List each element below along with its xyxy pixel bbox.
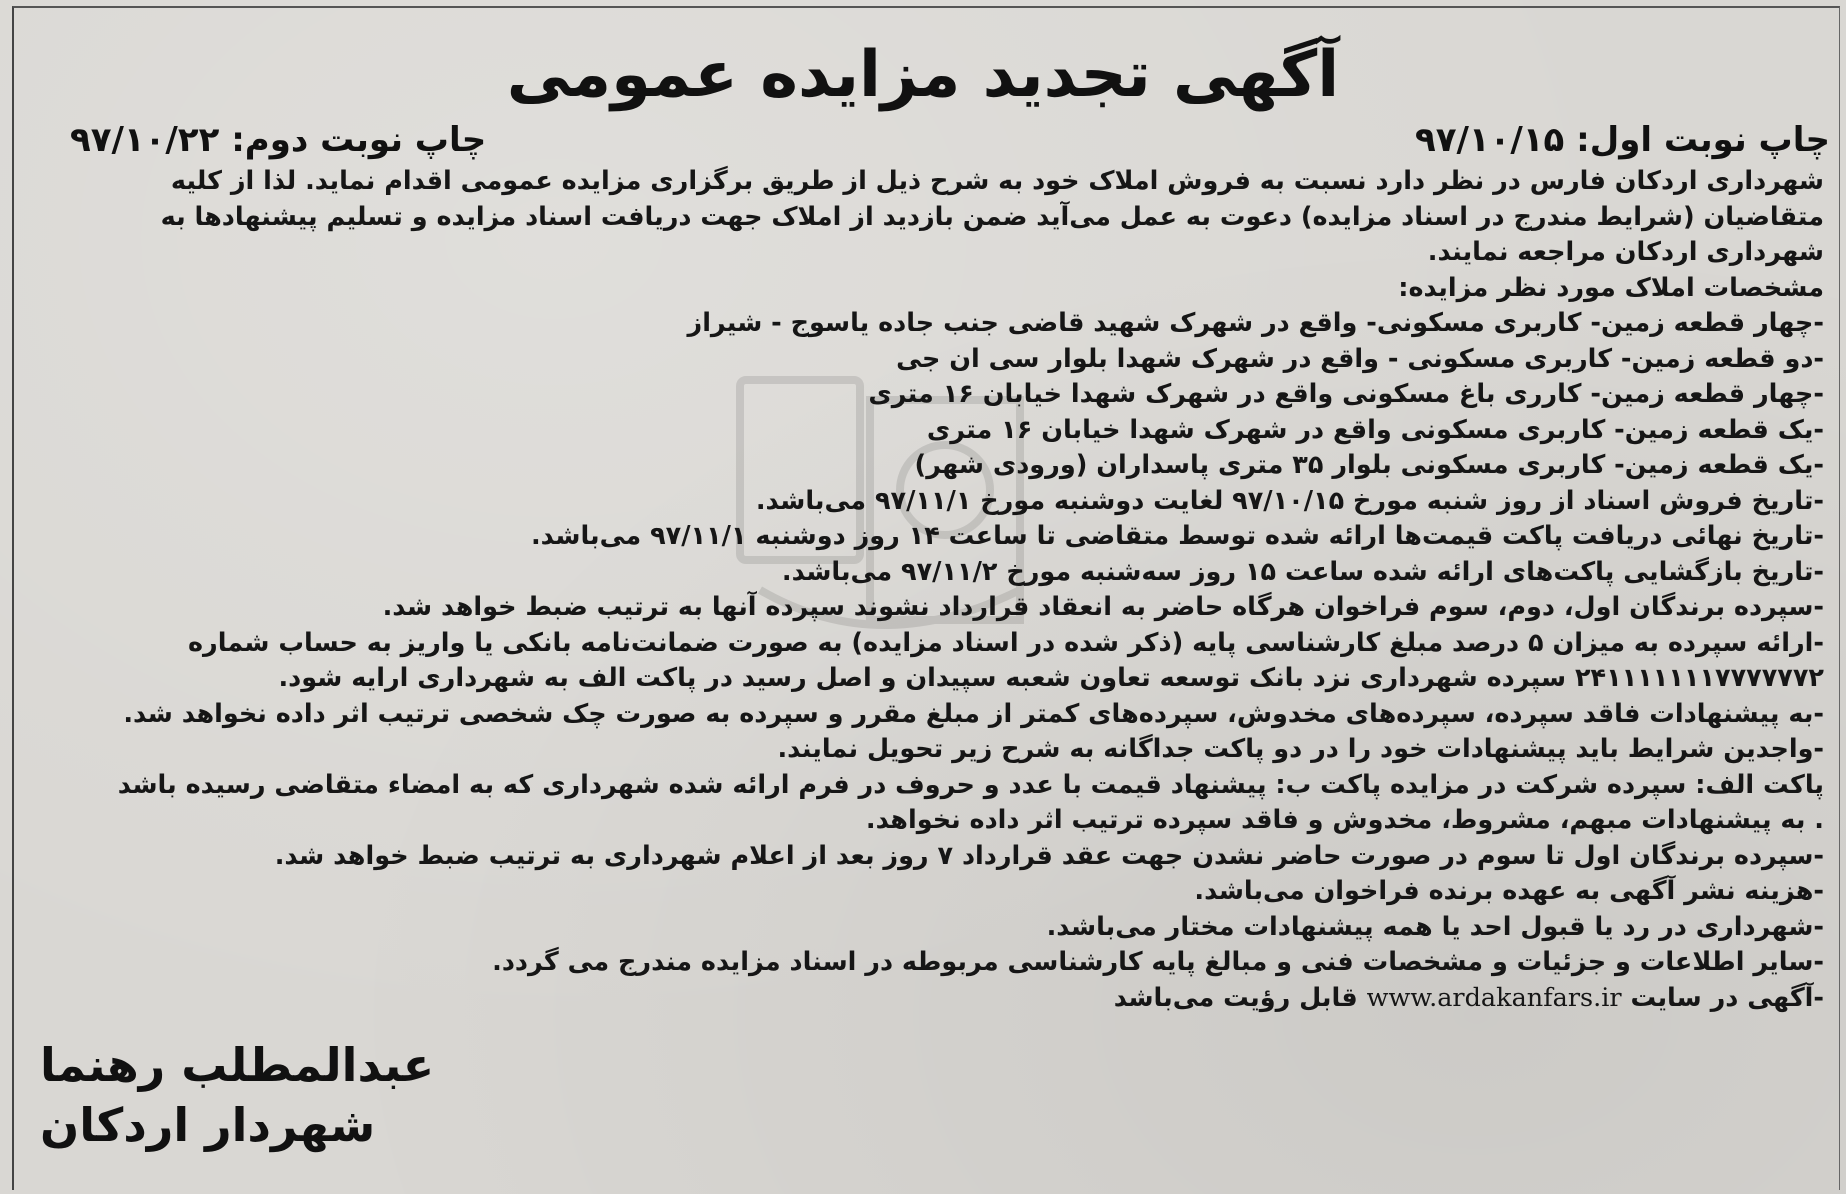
property-item: -یک قطعه زمین- کاربری مسکونی بلوار ۳۵ متری پاسداران (ورودی شهر) [914,450,1824,480]
condition-line: -تاریخ بازگشایی پاکت‌های ارائه شده ساعت ۱۵ روز سه‌شنبه مورخ ۹۷/۱۱/۲ می‌باشد. [781,556,1824,587]
property-item: -چهار قطعه زمین- کارری باغ مسکونی واقع در شهرک شهدا خیابان ۱۶ متری [868,379,1824,409]
print-dates [70,120,1830,166]
condition-line: -به پیشنهادات فاقد سپرده، سپرده‌های مخدوش، سپرده‌های کمتر از مبلغ مقرر و سپرده به صورت چک شخصی ترتیب اثر داده نخواهد شد. [123,698,1824,729]
website-line [19,981,1824,1017]
website-suffix: قابل رؤیت می‌باشد [1113,982,1358,1013]
property-item: -چهار قطعه زمین- کاربری مسکونی- واقع در شهرک شهید قاضی جنب جاده یاسوج - شیراز [687,308,1824,338]
website-link[interactable]: www.ardakanfars.ir [1366,982,1622,1013]
condition-line: -شهرداری در رد یا قبول احد یا همه پیشنهادات مختار می‌باشد. [1046,911,1824,942]
condition-line: -سپرده برندگان اول تا سوم در صورت حاضر نشدن جهت عقد قرارداد ۷ روز بعد از اعلام شهرداری به ترتیب ضبط خواهد شد. [274,840,1824,871]
property-item: -یک قطعه زمین- کاربری مسکونی واقع در شهرک شهدا خیابان ۱۶ متری [926,414,1824,445]
condition-line: ۲۴۱۱۱۱۱۱۱۷۷۷۷۷۷۲ سپرده شهرداری نزد بانک توسعه تعاون شعبه سپیدان و اصل رسید در پاکت الف به شهرداری ارایه شود. [278,663,1824,693]
condition-line: -هزینه نشر آگهی به عهده برنده فراخوان می‌باشد. [1194,876,1824,906]
condition-line: -تاریخ فروش اسناد از روز شنبه مورخ ۹۷/۱۰/۱۵ لغایت دوشنبه مورخ ۹۷/۱۱/۱ می‌باشد. [755,485,1824,516]
condition-line: -سپرده برندگان اول، دوم، سوم فراخوان هرگاه حاضر به انعقاد قرارداد نشوند سپرده آنها به ترتیب ضبط خواهد شد. [382,592,1824,622]
condition-line: پاکت الف: سپرده شرکت در مزایده پاکت ب: پیشنهاد قیمت با عدد و حروف در فرم ارائه شده شهرداری که به امضاء متقاضی رسیده باشد [117,769,1824,800]
website-prefix: -آگهی در سایت [1630,982,1824,1013]
signature-role: شهردار اردکان [40,1098,376,1152]
intro-line: متقاضیان (شرایط مندرج در اسناد مزایده) دعوت به عمل می‌آید ضمن بازدید از املاک جهت دریافت اسناد مزایده و تسلیم پیشنهادها به [160,201,1824,232]
print-date-second: چاپ نوبت دوم: ۹۷/۱۰/۲۲ [70,120,487,160]
condition-line: -ارائه سپرده به میزان ۵ درصد مبلغ کارشناسی پایه (ذکر شده در اسناد مزایده) به صورت ضمانت‌نامه بانکی یا واریز به حساب شماره [187,627,1824,658]
condition-line: -تاریخ نهائی دریافت پاکت قیمت‌ها ارائه شده توسط متقاضی تا ساعت ۱۴ روز دوشنبه ۹۷/۱۱/۱ می‌باشد. [530,521,1824,551]
specs-heading: مشخصات املاک مورد نظر مزایده: [1398,272,1824,303]
signature-name: عبدالمطلب رهنما [40,1038,435,1092]
intro-line: شهرداری اردکان مراجعه نمایند. [1427,237,1824,267]
property-item: -دو قطعه زمین- کاربری مسکونی - واقع در شهرک شهدا بلوار سی ان جی [896,343,1824,374]
condition-line: . به پیشنهادات مبهم، مشروط، مخدوش و فاقد سپرده ترتیب اثر داده نخواهد. [865,805,1824,835]
intro-line: شهرداری اردکان فارس در نظر دارد نسبت به فروش املاک خود به شرح ذیل از طریق برگزاری مزایده عمومی اقدام نماید. لذا از کلیه [170,166,1824,196]
notice-body [19,164,1824,1016]
condition-line: -واجدین شرایط باید پیشنهادات خود را در دو پاکت جداگانه به شرح زیر تحویل نمایند. [777,734,1824,764]
condition-line: -سایر اطلاعات و جزئیات و مشخصات فنی و مبالغ پایه کارشناسی مربوطه در اسناد مزایده مندرج می گردد. [492,947,1824,977]
print-date-first: چاپ نوبت اول: ۹۷/۱۰/۱۵ [1414,120,1830,160]
notice-title: آگهی تجدید مزایده عمومی [506,38,1340,112]
